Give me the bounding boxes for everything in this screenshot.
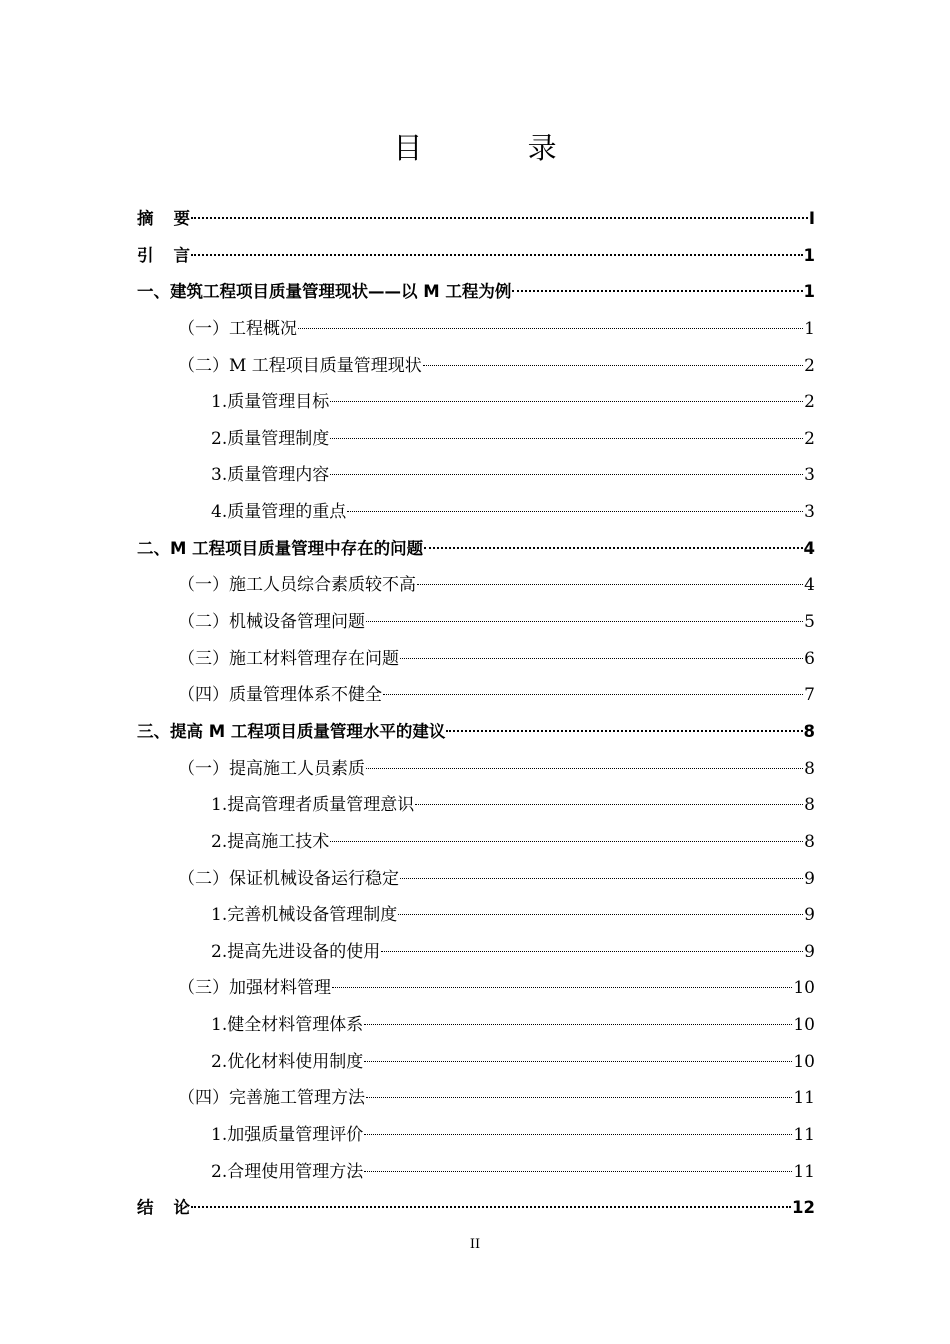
toc-entry-page-number: 8 xyxy=(804,831,815,852)
toc-entry-page-number: 4 xyxy=(803,538,815,558)
toc-title: 目 录 xyxy=(393,131,605,165)
toc-entry[interactable] xyxy=(137,714,815,751)
toc-entry-label: 2.提高施工技术 xyxy=(211,831,330,852)
toc-entry-page-number: 10 xyxy=(793,1015,815,1036)
toc-entry-label: 2.提高先进设备的使用 xyxy=(211,941,381,962)
toc-entry[interactable] xyxy=(137,1154,815,1191)
toc-entry-page-number: I xyxy=(808,209,815,228)
dot-leader xyxy=(330,474,803,475)
dot-leader xyxy=(191,1206,791,1208)
toc-entry-label: （三）加强材料管理 xyxy=(178,978,331,999)
toc-entry[interactable] xyxy=(137,201,815,238)
toc-entry[interactable] xyxy=(137,970,815,1007)
dot-leader xyxy=(423,365,803,366)
toc-entry-page-number: 5 xyxy=(804,612,815,633)
toc-entry-label: 2.优化材料使用制度 xyxy=(211,1051,364,1072)
toc-entry-label: 1.加强质量管理评价 xyxy=(211,1125,364,1146)
toc-entry[interactable] xyxy=(137,494,815,531)
dot-leader xyxy=(512,290,802,292)
toc-entry-label: （二）机械设备管理问题 xyxy=(178,612,365,633)
toc-entry-label: 二、M 工程项目质量管理中存在的问题 xyxy=(137,538,424,558)
toc-entry[interactable] xyxy=(137,824,815,861)
toc-entry-page-number: 3 xyxy=(804,502,815,523)
toc-entry-label: 三、提高 M 工程项目质量管理水平的建议 xyxy=(137,721,446,741)
toc-entry[interactable] xyxy=(137,1044,815,1081)
toc-entry[interactable] xyxy=(137,677,815,714)
toc-entry-page-number: 9 xyxy=(804,868,815,889)
dot-leader xyxy=(364,1171,792,1172)
toc-entry-page-number: 10 xyxy=(793,978,815,999)
toc-entry[interactable] xyxy=(137,897,815,934)
dot-leader xyxy=(398,914,803,915)
footer-page-number: II xyxy=(469,1237,481,1252)
dot-leader xyxy=(383,694,803,695)
dot-leader xyxy=(298,328,803,329)
toc-entry-label: 4.质量管理的重点 xyxy=(211,502,347,523)
dot-leader xyxy=(366,621,803,622)
toc-entry-label: 1.质量管理目标 xyxy=(211,392,330,413)
toc-entry-page-number: 12 xyxy=(792,1198,815,1218)
toc-entry-label: 1.完善机械设备管理制度 xyxy=(211,905,398,926)
toc-entry[interactable] xyxy=(137,1190,815,1227)
toc-entry[interactable] xyxy=(137,421,815,458)
toc-entry[interactable] xyxy=(137,238,815,275)
toc-entry[interactable] xyxy=(137,348,815,385)
toc-entry[interactable] xyxy=(137,384,815,421)
dot-leader xyxy=(424,547,802,549)
toc-entry[interactable] xyxy=(137,787,815,824)
toc-entry[interactable] xyxy=(137,751,815,788)
toc-entry-label: （二）保证机械设备运行稳定 xyxy=(178,868,399,889)
dot-leader xyxy=(191,254,803,256)
dot-leader xyxy=(332,987,792,988)
toc-entry[interactable] xyxy=(137,934,815,971)
toc-entry[interactable] xyxy=(137,861,815,898)
toc-entry-page-number: 4 xyxy=(804,575,815,596)
toc-entry[interactable] xyxy=(137,641,815,678)
dot-leader xyxy=(400,878,803,879)
toc-entry-page-number: 1 xyxy=(803,282,815,302)
dot-leader xyxy=(364,1134,792,1135)
toc-entry-page-number: 2 xyxy=(804,392,815,413)
toc-entry[interactable] xyxy=(137,1117,815,1154)
toc-entry[interactable] xyxy=(137,531,815,568)
dot-leader xyxy=(400,658,803,659)
dot-leader xyxy=(330,841,803,842)
toc-entry[interactable] xyxy=(137,311,815,348)
toc-entry-page-number: 6 xyxy=(804,648,815,669)
toc-entry-label: 结论 xyxy=(137,1198,210,1218)
dot-leader xyxy=(366,1097,792,1098)
dot-leader xyxy=(347,511,803,512)
toc-entry-page-number: 1 xyxy=(803,245,815,265)
toc-entry-label: 2.合理使用管理方法 xyxy=(211,1161,364,1182)
table-of-contents xyxy=(137,201,815,1227)
dot-leader xyxy=(364,1024,792,1025)
dot-leader xyxy=(330,438,803,439)
toc-entry[interactable] xyxy=(137,457,815,494)
toc-entry-page-number: 7 xyxy=(804,685,815,706)
toc-entry-label: 摘要 xyxy=(137,209,210,228)
toc-entry[interactable] xyxy=(137,1080,815,1117)
toc-entry-page-number: 8 xyxy=(803,721,815,741)
toc-entry[interactable] xyxy=(137,604,815,641)
toc-entry-label: （四）质量管理体系不健全 xyxy=(178,685,382,706)
toc-entry-label: 一、建筑工程项目质量管理现状——以 M 工程为例 xyxy=(137,282,512,302)
toc-entry-page-number: 8 xyxy=(804,758,815,779)
toc-entry-page-number: 10 xyxy=(793,1051,815,1072)
dot-leader xyxy=(330,401,803,402)
toc-entry-label: （一）施工人员综合素质较不高 xyxy=(178,575,416,596)
toc-entry[interactable] xyxy=(137,567,815,604)
dot-leader xyxy=(415,804,803,805)
toc-entry-label: （三）施工材料管理存在问题 xyxy=(178,648,399,669)
dot-leader xyxy=(366,768,803,769)
dot-leader xyxy=(381,951,803,952)
toc-entry-label: 3.质量管理内容 xyxy=(211,465,330,486)
toc-entry-page-number: 11 xyxy=(793,1088,815,1109)
dot-leader xyxy=(446,730,802,732)
dot-leader xyxy=(191,217,808,219)
toc-entry[interactable] xyxy=(137,1007,815,1044)
toc-entry-label: （一）提高施工人员素质 xyxy=(178,758,365,779)
toc-entry-page-number: 2 xyxy=(804,355,815,376)
toc-entry-page-number: 9 xyxy=(804,941,815,962)
toc-entry-label: 1.健全材料管理体系 xyxy=(211,1015,364,1036)
toc-entry-label: （二）M 工程项目质量管理现状 xyxy=(178,355,422,376)
toc-entry-page-number: 11 xyxy=(793,1161,815,1182)
toc-entry-page-number: 8 xyxy=(804,795,815,816)
toc-entry-label: （四）完善施工管理方法 xyxy=(178,1088,365,1109)
toc-entry-label: 1.提高管理者质量管理意识 xyxy=(211,795,415,816)
toc-entry-page-number: 1 xyxy=(804,318,815,339)
toc-entry-page-number: 2 xyxy=(804,428,815,449)
toc-entry-label: 引言 xyxy=(137,245,210,265)
toc-entry-page-number: 3 xyxy=(804,465,815,486)
toc-entry-page-number: 11 xyxy=(793,1125,815,1146)
toc-entry-page-number: 9 xyxy=(804,905,815,926)
dot-leader xyxy=(364,1061,792,1062)
toc-entry-label: （一）工程概况 xyxy=(178,318,297,339)
toc-entry-label: 2.质量管理制度 xyxy=(211,428,330,449)
dot-leader xyxy=(417,584,803,585)
toc-entry[interactable] xyxy=(137,274,815,311)
